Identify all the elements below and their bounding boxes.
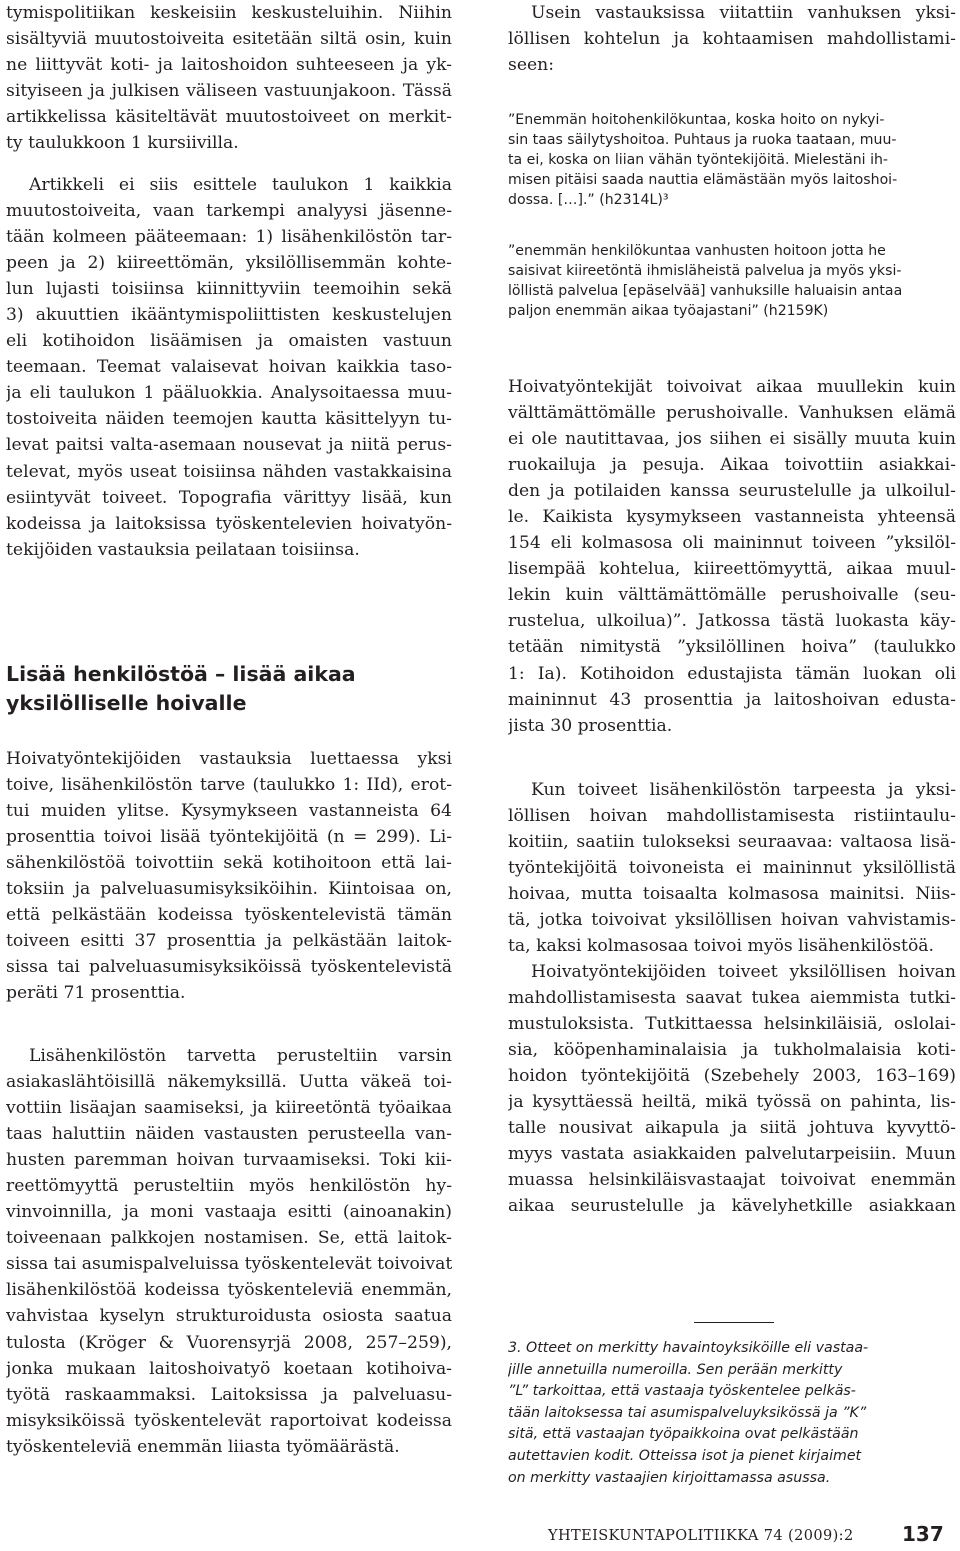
text-line: tulosta (Kröger & Vuorensyrjä 2008, 257–259), <box>6 1332 452 1353</box>
text-line: toiveen esitti 37 prosenttia ja pelkästään laitok- <box>6 931 452 952</box>
text-line: koitiin, saatiin tulokseksi seuraavaa: valtaosa lisä- <box>508 832 956 853</box>
text-line: toive, lisähenkilöstön tarve (taulukko 1: IId), erot- <box>6 775 452 796</box>
text-line: lisähenkilöstöä kodeissa työskenteleviä enemmän, <box>6 1280 452 1301</box>
footnote-line: 3. Otteet on merkitty havaintoyksiköille eli vastaa- <box>508 1340 869 1356</box>
text-line: misyksiköissä työskentelevät raportoivat kodeissa <box>6 1410 452 1431</box>
text-line: sissa tai asumispalveluissa työskentelevät toivoivat <box>6 1254 452 1275</box>
text-line: ruokailuja ja pesuja. Aikaa toivottiin asiakkai- <box>508 455 956 476</box>
text-line: työskenteleviä enemmän liiasta työmäärästä. <box>6 1436 400 1457</box>
text-line: taas haluttiin näiden vastausten perusteella van- <box>6 1124 452 1145</box>
footnote <box>508 1322 956 1489</box>
text-line: ne liittyvät koti- ja laitoshoidon suhteeseen ja yk- <box>6 55 452 76</box>
text-line: talle nousivat aikapula ja siitä johtuva kyvyttö- <box>508 1118 956 1139</box>
text-line: rustelua, ulkoilua)”. Jatkossa tästä luokasta käy- <box>508 611 956 632</box>
text-line: tään kolmeen pääteemaan: 1) lisähenkilöstön tar- <box>6 227 452 248</box>
paragraph-intro <box>6 0 452 156</box>
text-line: vahvistaa kyselyn strukturoidusta osiosta saatua <box>6 1306 452 1327</box>
text-line: teemaan. Teemat valaisevat hoivan kaikkia taso- <box>6 357 452 378</box>
text-line: artikkelissa käsiteltävät muutostoiveet on merkit- <box>6 107 452 128</box>
paragraph-analysis <box>6 172 452 563</box>
text-line: hoidon työntekijöitä (Szebehely 2003, 163–169) <box>508 1066 956 1087</box>
text-line: löllisen kohtelun ja kohtaamisen mahdollistami- <box>508 29 956 50</box>
text-line: sissa tai palveluasumisyksiköissä työskentelevistä <box>6 957 452 978</box>
text-line: tui muiden ylitse. Kysymykseen vastanneista 64 <box>6 801 452 822</box>
text-line: 1: Ia). Kotihoidon edustajista tämän luokan oli <box>508 663 956 684</box>
text-line: lekin kuin välttämättömälle perushoivalle (seu- <box>508 585 956 606</box>
text-line: ty taulukkoon 1 kursiivilla. <box>6 133 239 154</box>
section-heading <box>6 660 452 718</box>
heading-line: yksilölliselle hoivalle <box>6 691 247 715</box>
text-line: sisältyviä muutostoiveita esitetään siltä osin, kuin <box>6 29 452 50</box>
quote-line: ta ei, koska on liian vähän työntekijöitä. Mielestäni ih- <box>508 152 889 168</box>
footnote-divider <box>694 1322 774 1323</box>
paragraph-reasons <box>6 1043 452 1460</box>
text-line: peräti 71 prosenttia. <box>6 983 186 1004</box>
text-line: muutostoiveita, vaan tarkempi analyysi jäsenne- <box>6 201 452 222</box>
text-line: prosenttia toivoi lisää työntekijöitä (n = 299). Li- <box>6 827 452 848</box>
text-line: Artikkeli ei siis esittele taulukon 1 kaikkia <box>29 175 452 195</box>
text-line: vottiin lisäajan saamiseksi, ja kiireetöntä työaikaa <box>6 1098 452 1119</box>
running-head: YHTEISKUNTAPOLITIIKKA 74 (2009):2 <box>548 1528 854 1544</box>
text-line: aikaa seurustelulle ja kävelyhetkille asiakkaan <box>508 1196 956 1217</box>
text-line: ja eli taulukon 1 pääluokkia. Analysoitaessa muu- <box>6 383 452 404</box>
quote-line: misen pitäisi saada nauttia elämästään myös laitoshoi- <box>508 172 898 188</box>
text-line: tä, jotka toivoivat yksilöllisen hoivan vahvistamis- <box>508 910 956 931</box>
text-line: Hoivatyöntekijöiden vastauksia luettaessa yksi <box>6 749 452 769</box>
text-line: Lisähenkilöstön tarvetta perusteltiin varsin <box>29 1046 452 1066</box>
quote-line: ”Enemmän hoitohenkilökuntaa, koska hoito on nykyi- <box>508 112 885 128</box>
text-line: kodeissa ja laitoksissa työskentelevien hoivatyön- <box>6 513 452 534</box>
block-quote <box>508 241 956 321</box>
text-line: jista 30 prosenttia. <box>508 715 673 736</box>
text-line: eli kotihoidon lisäämisen ja omaisten vastuun <box>6 331 452 352</box>
text-line: toksiin ja palveluasumisyksiköihin. Kiintoisaa on, <box>6 879 452 900</box>
text-line: tostoiveita näiden teemojen kautta käsittelyyn tu- <box>6 409 452 430</box>
footnote-line: sitä, että vastaajan työpaikkoina ovat pelkästään <box>508 1426 859 1443</box>
text-line: vinvoinnilla, ja moni vastaaja esitti (ainoanakin) <box>6 1202 452 1223</box>
text-line: Usein vastauksissa viitattiin vanhuksen yksi- <box>531 3 956 23</box>
paragraph-intro-right <box>508 0 956 78</box>
text-line: ja kysyttäessä heiltä, mikä työssä on pahinta, lis- <box>508 1092 956 1113</box>
paragraph-combined <box>508 777 956 959</box>
text-line: ei ole nautittavaa, jos siihen ei sisälly muuta kuin <box>508 429 956 450</box>
text-line: löllisen hoivan mahdollistamisesta ristiintaulu- <box>508 806 956 827</box>
text-line: seen: <box>508 55 555 76</box>
footnote-line: ”L” tarkoittaa, että vastaaja työskentelee pelkäs- <box>508 1383 856 1400</box>
text-line: sia, kööpenhaminalaisia ja tukholmalaisia koti- <box>508 1040 956 1061</box>
text-line: husten paremman hoivan turvaamiseksi. Toki kii- <box>6 1150 452 1171</box>
text-line: myys vastata asiakkaiden palvelutarpeisiin. Muun <box>508 1144 956 1165</box>
text-line: työtä raskaammaksi. Laitoksissa ja palveluasu- <box>6 1384 452 1405</box>
text-line: sähenkilöstöä toivottiin sekä kotihoitoon että lai- <box>6 853 452 874</box>
block-quote <box>508 110 956 210</box>
text-line: välttämättömälle perushoivalle. Vanhuksen elämä <box>508 403 956 424</box>
quote-line: saisivat kiireetöntä ihmisläheistä palvelua ja myös yksi- <box>508 263 902 279</box>
quote-line: löllistä palvelua [epäselvää] vanhuksille haluaisin antaa <box>508 283 903 299</box>
footnote-line: jille annetuilla numeroilla. Sen perään merkitty <box>508 1361 843 1378</box>
footnote-line: autettavien kodit. Otteissa isot ja pienet kirjaimet <box>508 1447 862 1464</box>
text-line: tetään nimitystä ”yksilöllinen hoiva” (taulukko <box>508 637 956 658</box>
text-line: esiintyvät toiveet. Topografia värittyy lisää, kun <box>6 487 452 508</box>
text-line: että pelkästään kodeissa työskentelevistä tämän <box>6 905 452 926</box>
text-line: peen ja 2) kiireettömän, yksilöllisemmän kohte- <box>6 253 452 274</box>
text-line: tekijöiden vastauksia peilataan toisiinsa. <box>6 539 360 560</box>
text-line: hoivaa, mutta toisaalta kolmasosa mainitsi. Niis- <box>508 884 956 905</box>
quote-line: dossa. […].” (h2314L)³ <box>508 192 669 208</box>
text-line: reettömyyttä perusteltiin myös henkilöstön hy- <box>6 1176 452 1197</box>
text-line: sityiseen ja julkisen väliseen vastuunjakoon. Tässä <box>6 81 452 102</box>
text-line: muassa helsinkiläisvastaajat toivoivat enemmän <box>508 1170 956 1191</box>
text-line: lun lujasti toisiinsa kiinnittyviin teemoihin sekä <box>6 279 452 300</box>
text-line: asiakaslähtöisillä näkemyksillä. Uutta väkeä toi- <box>6 1072 452 1093</box>
paragraph-time <box>508 374 956 739</box>
text-line: työntekijöitä toivoneista ei maininnut yksilöllistä <box>508 858 956 879</box>
page-number: 137 <box>902 1522 944 1546</box>
text-line: 3) akuuttien ikääntymispoliittisten keskustelujen <box>6 305 452 326</box>
text-line: mahdollistamisesta saavat tukea aiemmista tutki- <box>508 988 956 1009</box>
text-line: 154 eli kolmasosa oli maininnut toiveen ”yksilöl- <box>508 533 956 554</box>
text-line: lisempää kohtelua, kiireettömyyttä, aikaa muul- <box>508 559 956 580</box>
text-line: le. Kaikista kysymykseen vastanneista yhteensä <box>508 507 956 528</box>
quote-line: paljon enemmän aikaa työajastani” (h2159K) <box>508 303 829 319</box>
text-line: tymispolitiikan keskeisiin keskusteluihin. Niihin <box>6 3 452 23</box>
text-line: Hoivatyöntekijät toivoivat aikaa muullekin kuin <box>508 377 956 397</box>
footnote-line: on merkitty vastaajien kirjoittamassa asussa. <box>508 1469 831 1486</box>
text-line: toiveenaan palkkojen nostamisen. Se, että laitok- <box>6 1228 452 1249</box>
footnote-line: tään laitoksessa tai asumispalveluyksikössä ja ”K” <box>508 1404 867 1421</box>
text-line: jonka mukaan laitoshoivatyö koetaan kotihoiva- <box>6 1358 452 1379</box>
text-line: maininnut 43 prosenttia ja laitoshoivan edusta- <box>508 689 956 710</box>
heading-line: Lisää henkilöstöä – lisää aikaa <box>6 662 356 686</box>
text-line: Hoivatyöntekijöiden toiveet yksilöllisen hoivan <box>531 962 956 982</box>
paragraph-staff <box>6 746 452 1006</box>
quote-line: ”enemmän henkilökuntaa vanhusten hoitoon jotta he <box>508 243 886 259</box>
paragraph-research <box>508 959 956 1219</box>
text-line: levat paitsi valta-asemaan nousevat ja niitä perus- <box>6 435 452 456</box>
text-line: televat, myös useat toisiinsa nähden vastakkaisina <box>6 461 452 482</box>
text-line: ta, kaksi kolmasosaa toivoi myös lisähenkilöstöä. <box>508 936 935 957</box>
text-line: mustuloksista. Tutkittaessa helsinkiläisiä, oslolai- <box>508 1014 956 1035</box>
quote-line: sin taas säilytyshoitoa. Puhtaus ja ruoka taataan, muu- <box>508 132 897 148</box>
text-line: den ja potilaiden kanssa seurustelulle ja ulkoilul- <box>508 481 956 502</box>
text-line: Kun toiveet lisähenkilöstön tarpeesta ja yksi- <box>531 780 956 800</box>
